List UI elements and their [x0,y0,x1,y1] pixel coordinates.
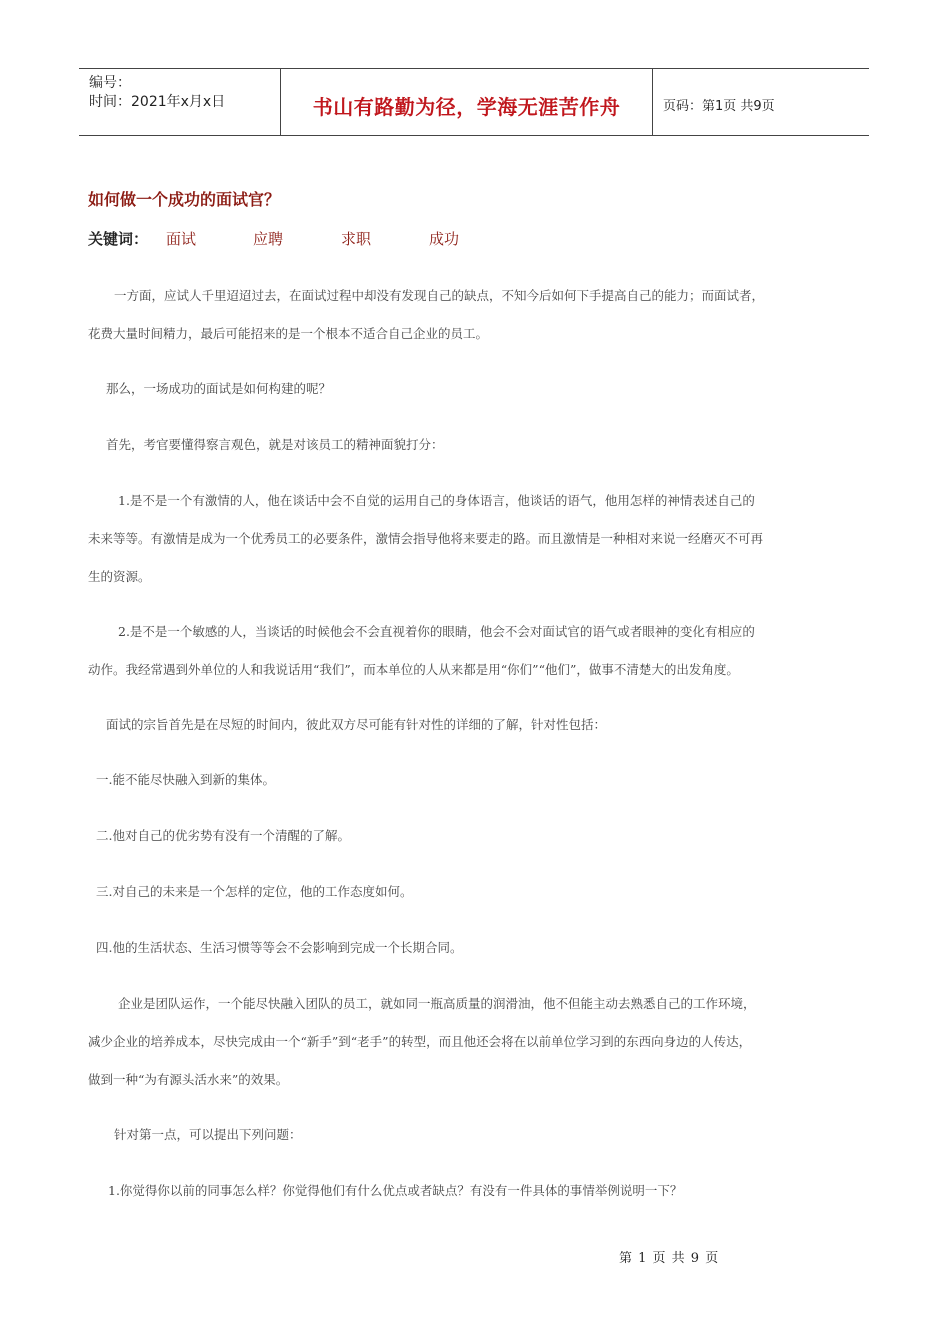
header-left-cell [79,69,280,135]
body-line: 二.他对自己的优劣势有没有一个清醒的了解。 [96,828,350,843]
body-line: 一.能不能尽快融入到新的集体。 [96,772,275,787]
article-title: 如何做一个成功的面试官？ [88,190,281,209]
body-line: 2.是不是一个敏感的人，当谈话的时候他会不会直视着你的眼睛，他会不会对面试官的语气或者眼神的变化有相应的 [118,624,755,639]
body-line: 花费大量时间精力，最后可能招来的是一个根本不适合自己企业的员工。 [88,326,489,341]
body-line: 动作。我经常遇到外单位的人和我说话用“我们”，而本单位的人从来都是用“你们”“他们”，做事不清楚大的出发角度。 [88,662,739,677]
header-right-cell [653,69,869,135]
body-line: 未来等等。有激情是成为一个优秀员工的必要条件，激情会指导他将来要走的路。而且激情是一种相对来说一经磨灭不可再 [88,531,764,546]
keyword-item: 求职 [341,230,372,248]
header-middle-cell [280,69,653,135]
body-line: 1.是不是一个有激情的人，他在谈话中会不自觉的运用自己的身体语言，他谈话的语气，他用怎样的神情表述自己的 [118,493,755,508]
keyword-item: 面试 [166,230,197,248]
body-line: 1.你觉得你以前的同事怎么样？你觉得他们有什么优点或者缺点？有没有一件具体的事情举例说明一下？ [108,1183,683,1198]
body-line: 生的资源。 [88,569,151,584]
body-line: 减少企业的培养成本，尽快完成由一个“新手”到“老手”的转型，而且他还会将在以前单位学习到的东西向身边的人传达， [88,1034,752,1049]
keywords-label: 关键词： [88,230,149,248]
body-line: 首先，考官要懂得察言观色，就是对该员工的精神面貌打分： [106,437,444,452]
body-line: 四.他的生活状态、生活习惯等等会不会影响到完成一个长期合同。 [96,940,463,955]
date-label: 时间：2021年x月x日 [89,94,226,110]
serial-number-label: 编号： [89,75,131,91]
footer-page-number: 第 1 页 共 9 页 [619,1251,720,1266]
keyword-item: 应聘 [253,230,284,248]
body-line: 那么，一场成功的面试是如何构建的呢？ [106,381,332,396]
body-line: 三.对自己的未来是一个怎样的定位，他的工作态度如何。 [96,884,413,899]
body-line: 企业是团队运作，一个能尽快融入团队的员工，就如同一瓶高质量的润滑油，他不但能主动去熟悉自己的工作环境， [118,996,756,1011]
body-line: 做到一种“为有源头活水来”的效果。 [88,1072,289,1087]
body-line: 针对第一点，可以提出下列问题： [114,1127,302,1142]
body-line: 一方面，应试人千里迢迢过去，在面试过程中却没有发现自己的缺点，不知今后如何下手提高自己的能力；而面试者， [114,288,765,303]
body-line: 面试的宗旨首先是在尽短的时间内，彼此双方尽可能有针对性的详细的了解，针对性包括： [106,717,607,732]
motto-text: 书山有路勤为径，学海无涯苦作舟 [312,95,621,119]
keyword-item: 成功 [429,230,460,248]
document-header-table [79,68,869,136]
header-page-number: 页码：第1页 共9页 [663,99,775,114]
